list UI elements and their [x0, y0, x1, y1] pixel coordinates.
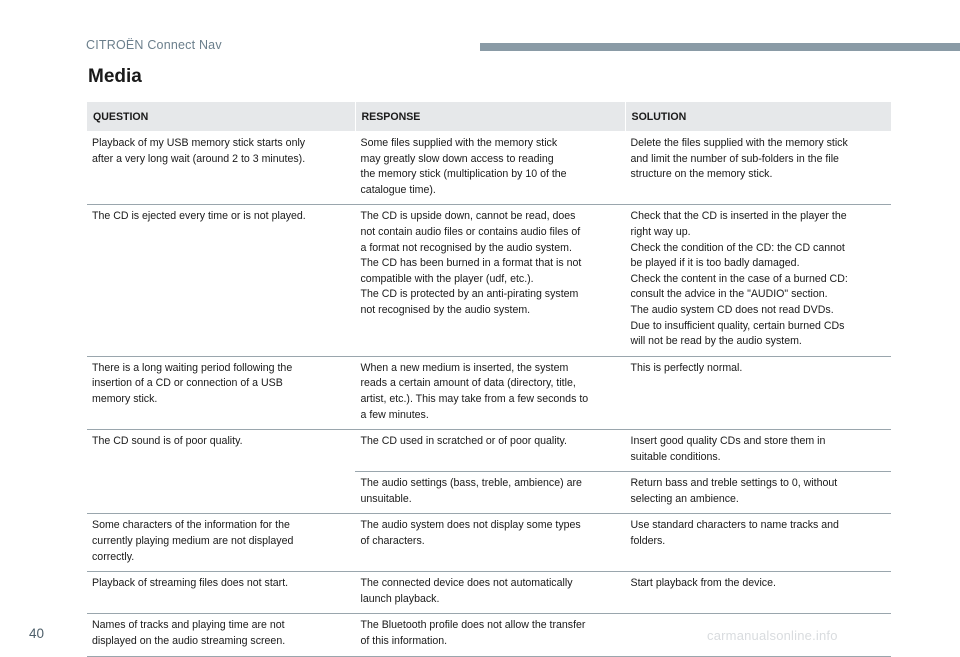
cell-text-line: be played if it is too badly damaged.: [630, 257, 800, 270]
cell-text-line: catalogue time).: [360, 183, 436, 196]
response-cell: [355, 356, 625, 429]
cell-text-line: Names of tracks and playing time are not: [92, 619, 285, 632]
cell-text-line: displayed on the audio streaming screen.: [92, 635, 286, 648]
question-cell: [87, 472, 355, 514]
table-row: [87, 514, 891, 572]
cell-text-line: selecting an ambience.: [630, 492, 739, 505]
question-cell: [87, 132, 355, 205]
cell-text-line: and limit the number of sub-folders in the file: [630, 152, 839, 165]
response-cell: [355, 430, 625, 472]
solution-cell: [625, 514, 891, 572]
media-faq-table: [87, 102, 892, 657]
cell-text-line: The CD is upside down, cannot be read, does: [360, 210, 576, 223]
watermark-text: carmanualsonline.info: [707, 628, 838, 643]
question-cell: [87, 205, 355, 356]
cell-text-line: of characters.: [360, 535, 425, 548]
cell-text-line: This is perfectly normal.: [630, 361, 743, 374]
cell-text-line: Delete the files supplied with the memory stick: [630, 137, 848, 149]
column-header-question: QUESTION: [87, 102, 355, 132]
response-cell: [355, 514, 625, 572]
cell-text-line: Check that the CD is inserted in the player the: [630, 210, 847, 223]
cell-text-line: compatible with the player (udf, etc.).: [360, 272, 534, 285]
cell-text-line: consult the advice in the "AUDIO" section.: [630, 288, 828, 301]
cell-text-line: Use standard characters to name tracks and: [630, 519, 839, 532]
cell-text-line: right way up.: [630, 225, 691, 238]
response-cell: [355, 205, 625, 356]
question-cell: [87, 430, 355, 472]
column-header-response: RESPONSE: [355, 102, 625, 132]
cell-text-line: The CD sound is of poor quality.: [92, 435, 243, 448]
cell-text-line: Start playback from the device.: [630, 577, 776, 590]
response-cell: [355, 132, 625, 205]
question-cell: [87, 614, 355, 656]
cell-text-line: When a new medium is inserted, the system: [360, 361, 569, 374]
page-number: 40: [29, 626, 45, 641]
cell-text-line: launch playback.: [360, 592, 440, 605]
question-cell: [87, 572, 355, 614]
cell-text-line: insertion of a CD or connection of a USB: [92, 377, 283, 390]
response-cell: [355, 614, 625, 656]
table-row: [87, 430, 891, 472]
cell-text-line: Return bass and treble settings to 0, without: [630, 477, 838, 490]
cell-text-line: unsuitable.: [360, 492, 412, 505]
solution-cell: [625, 356, 891, 429]
cell-text-line: The CD is ejected every time or is not played.: [92, 210, 306, 223]
cell-text-line: The connected device does not automatically: [360, 577, 573, 590]
cell-text-line: Check the condition of the CD: the CD cannot: [630, 241, 845, 254]
cell-text-line: Due to insufficient quality, certain burned CDs: [630, 319, 845, 332]
cell-text-line: The audio system does not display some types: [360, 519, 581, 532]
cell-text-line: artist, etc.). This may take from a few seconds to: [360, 392, 589, 405]
cell-text-line: Playback of my USB memory stick starts only: [92, 137, 306, 149]
cell-text-line: Some characters of the information for the: [92, 519, 290, 532]
table-row: [87, 132, 891, 205]
cell-text-line: the memory stick (multiplication by 10 of the: [360, 168, 567, 181]
cell-text-line: The audio system CD does not read DVDs.: [630, 303, 834, 316]
cell-text-line: not contain audio files or contains audio files of: [360, 225, 581, 238]
response-cell: [355, 572, 625, 614]
solution-cell: [625, 430, 891, 472]
cell-text-line: suitable conditions.: [630, 450, 721, 463]
cell-text-line: Check the content in the case of a burned CD:: [630, 272, 848, 285]
header-bar: [480, 43, 960, 51]
cell-text-line: not recognised by the audio system.: [360, 303, 531, 316]
cell-text-line: of this information.: [360, 635, 448, 648]
solution-cell: [625, 472, 891, 514]
table-row: [87, 356, 891, 429]
cell-text-line: The CD is protected by an anti-pirating system: [360, 288, 579, 301]
cell-text-line: The CD used in scratched or of poor quality.: [360, 435, 567, 448]
solution-cell: [625, 132, 891, 205]
cell-text-line: The audio settings (bass, treble, ambience) are: [360, 477, 582, 490]
page-title: Media: [88, 66, 142, 87]
cell-text-line: a few minutes.: [360, 408, 429, 421]
cell-text-line: folders.: [630, 535, 666, 548]
question-cell: [87, 514, 355, 572]
cell-text-line: a format not recognised by the audio system.: [360, 241, 572, 254]
cell-text-line: after a very long wait (around 2 to 3 minutes).: [92, 152, 306, 165]
response-cell: [355, 472, 625, 514]
table-body: [87, 132, 891, 657]
cell-text-line: The CD has been burned in a format that is not: [360, 257, 582, 270]
table-header-row: [87, 102, 891, 132]
cell-text-line: correctly.: [92, 550, 135, 563]
cell-text-line: may greatly slow down access to reading: [360, 152, 554, 165]
cell-text-line: reads a certain amount of data (directory, title,: [360, 377, 576, 390]
cell-text-line: Insert good quality CDs and store them in: [630, 435, 826, 448]
cell-text-line: memory stick.: [92, 392, 158, 405]
running-header: CITROËN Connect Nav: [86, 38, 222, 52]
cell-text-line: currently playing medium are not displayed: [92, 535, 294, 548]
table-row: [87, 472, 891, 514]
table-row: [87, 572, 891, 614]
question-cell: [87, 356, 355, 429]
cell-text-line: Some files supplied with the memory stick: [360, 137, 558, 149]
cell-text-line: The Bluetooth profile does not allow the transfer: [360, 619, 586, 632]
cell-text-line: will not be read by the audio system.: [630, 335, 802, 348]
solution-cell: [625, 572, 891, 614]
cell-text-line: There is a long waiting period following the: [92, 361, 293, 374]
cell-text-line: Playback of streaming files does not start.: [92, 577, 289, 590]
table-row: [87, 205, 891, 356]
solution-cell: [625, 205, 891, 356]
column-header-solution: SOLUTION: [625, 102, 891, 132]
cell-text-line: structure on the memory stick.: [630, 168, 773, 181]
